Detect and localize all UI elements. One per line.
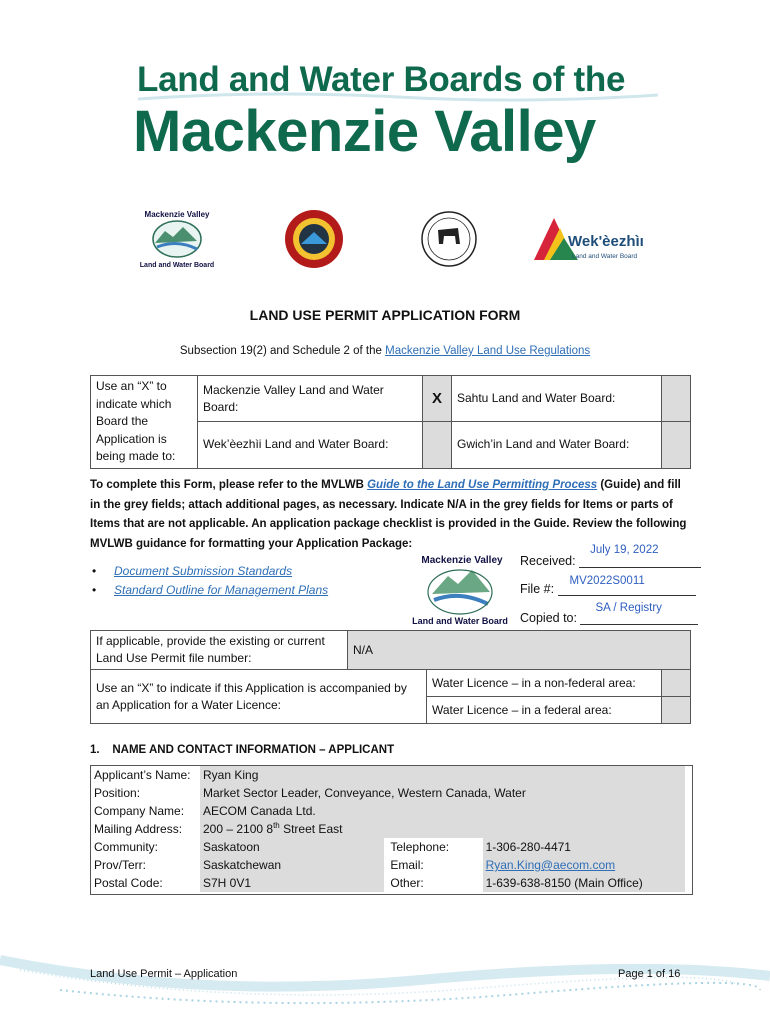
file-label: File #: bbox=[520, 582, 555, 596]
email-link[interactable]: Ryan.King@aecom.com bbox=[485, 858, 616, 872]
copied-label: Copied to: bbox=[520, 611, 577, 625]
list-item: • Document Submission Standards bbox=[92, 564, 293, 578]
water-licence-label: Use an “X” to indicate if this Application is accompanied by an Application for a Water Licence: bbox=[91, 670, 427, 724]
copied-value: SA / Registry bbox=[595, 602, 662, 614]
file-value: MV2022S0011 bbox=[569, 575, 645, 587]
section1-heading: 1. NAME AND CONTACT INFORMATION – APPLICANT bbox=[90, 744, 395, 756]
gwichin-seal-icon bbox=[420, 208, 478, 270]
page-number: Page 1 of 16 bbox=[618, 968, 681, 980]
wekeezhii-logo-subtext: Land and Water Board bbox=[572, 253, 638, 260]
prov-input[interactable]: Saskatchewan bbox=[200, 856, 384, 874]
subtitle-text: Subsection 19(2) and Schedule 2 of the bbox=[179, 345, 386, 357]
header-title-line2: Mackenzie Valley bbox=[133, 99, 596, 164]
gwichin-checkbox[interactable] bbox=[662, 422, 691, 468]
sahtu-seal-icon bbox=[283, 208, 345, 270]
mvlwb-checkbox[interactable]: X bbox=[423, 376, 452, 422]
email-input[interactable] bbox=[483, 856, 685, 874]
received-value: July 19, 2022 bbox=[590, 544, 659, 556]
instructions-paragraph bbox=[90, 476, 690, 554]
other-label: Other: bbox=[390, 876, 424, 890]
permit-licence-table bbox=[90, 630, 691, 724]
board-selection-label: Use an “X” to indicate which Board the Application is being made to: bbox=[91, 376, 198, 469]
received-field bbox=[520, 544, 701, 568]
contact-info-table bbox=[91, 766, 685, 892]
mailing-value-post: Street East bbox=[279, 822, 343, 836]
list-item: • Standard Outline for Management Plans bbox=[92, 583, 329, 597]
footer-title: Land Use Permit – Application bbox=[90, 968, 238, 980]
wekeezhii-checkbox[interactable] bbox=[423, 422, 452, 468]
sahtu-checkbox[interactable] bbox=[662, 376, 691, 422]
wekeezhii-label: Wek’èezhìi Land and Water Board: bbox=[198, 422, 423, 468]
instructions-part1: To complete this Form, please refer to the MVLWB bbox=[90, 479, 368, 491]
postal-label: Postal Code: bbox=[94, 876, 163, 890]
nonfederal-checkbox[interactable] bbox=[662, 670, 691, 697]
telephone-input[interactable]: 1-306-280-4471 bbox=[483, 838, 685, 856]
footer-wave-decoration bbox=[0, 950, 770, 1024]
instructions-part2: (Guide) and fill in the grey fields; attach additional pages, as necessary. Indicate N/A in the grey fields for Items or parts of Items that are not applicable. An application package checklist is provided in the Guide. Review the following MVLWB guidance for formatting your Application Package: bbox=[90, 479, 687, 550]
gwichin-label: Gwich’in Land and Water Board: bbox=[452, 422, 662, 468]
federal-label: Water Licence – in a federal area: bbox=[427, 697, 662, 724]
header-title-line1: Land and Water Boards of the bbox=[137, 60, 626, 99]
mailing-value-pre: 200 – 2100 8 bbox=[203, 822, 274, 836]
telephone-label: Telephone: bbox=[390, 840, 450, 854]
mailing-value-sup: th bbox=[273, 821, 280, 830]
form-subtitle bbox=[0, 345, 770, 357]
mailing-label: Mailing Address: bbox=[94, 822, 183, 836]
guide-link[interactable]: Guide to the Land Use Permitting Process bbox=[367, 479, 598, 491]
stamp-seal-bottom-text: Land and Water Board bbox=[412, 616, 508, 626]
postal-input[interactable]: S7H 0V1 bbox=[200, 874, 384, 892]
copied-to-field bbox=[520, 602, 698, 625]
mailing-input[interactable] bbox=[200, 820, 685, 838]
board-selection-table bbox=[90, 375, 691, 469]
existing-permit-label: If applicable, provide the existing or current Land Use Permit file number: bbox=[91, 631, 348, 670]
mvlwb-seal-icon bbox=[137, 205, 217, 269]
file-number-field bbox=[520, 575, 696, 596]
management-plans-link[interactable]: Standard Outline for Management Plans bbox=[114, 583, 329, 597]
prov-label: Prov/Terr: bbox=[94, 858, 147, 872]
svg-text:Mackenzie Valley: Mackenzie Valley bbox=[144, 210, 210, 219]
position-label: Position: bbox=[94, 786, 141, 800]
svg-text:Land and Water Board: Land and Water Board bbox=[139, 262, 215, 269]
wekeezhii-logo-text: Wek'èezhìı bbox=[568, 233, 644, 250]
existing-permit-input[interactable]: N/A bbox=[348, 631, 691, 670]
applicant-input[interactable]: Ryan King bbox=[200, 766, 685, 784]
wekeezhii-logo-icon bbox=[530, 212, 645, 264]
document-standards-link[interactable]: Document Submission Standards bbox=[114, 564, 293, 578]
company-label: Company Name: bbox=[94, 804, 185, 818]
mvlwb-label: Mackenzie Valley Land and Water Board: bbox=[198, 376, 423, 422]
mvlwb-stamp-seal-icon bbox=[410, 548, 510, 630]
position-input[interactable]: Market Sector Leader, Conveyance, Western Canada, Water bbox=[200, 784, 685, 802]
community-input[interactable]: Saskatoon bbox=[200, 838, 384, 856]
received-label: Received: bbox=[520, 554, 576, 568]
form-title: LAND USE PERMIT APPLICATION FORM bbox=[249, 307, 521, 323]
federal-checkbox[interactable] bbox=[662, 697, 691, 724]
sahtu-label: Sahtu Land and Water Board: bbox=[452, 376, 662, 422]
guidance-list bbox=[92, 562, 328, 600]
email-label: Email: bbox=[390, 858, 424, 872]
nonfederal-label: Water Licence – in a non-federal area: bbox=[427, 670, 662, 697]
other-input[interactable]: 1-639-638-8150 (Main Office) bbox=[483, 874, 685, 892]
company-input[interactable]: AECOM Canada Ltd. bbox=[200, 802, 685, 820]
community-label: Community: bbox=[94, 840, 159, 854]
applicant-label: Applicant’s Name: bbox=[94, 768, 191, 782]
stamp-seal-top-text: Mackenzie Valley bbox=[421, 555, 503, 566]
regulations-link[interactable]: Mackenzie Valley Land Use Regulations bbox=[385, 345, 591, 357]
